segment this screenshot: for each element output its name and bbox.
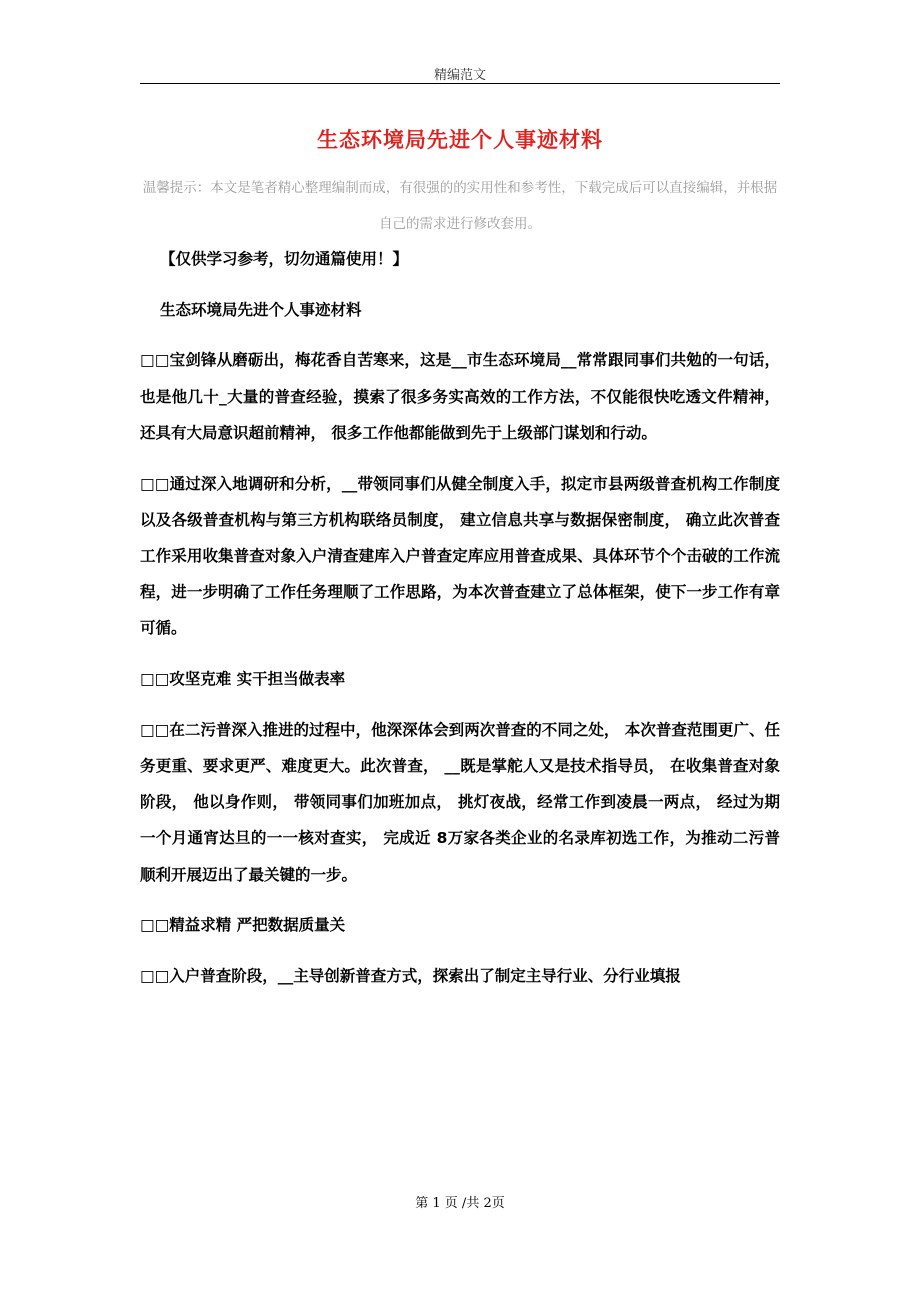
document-body (140, 241, 780, 1009)
document-title: 生态环境局先进个人事迹材料 (317, 128, 603, 152)
body-paragraph: □□宝剑锋从磨砺出，梅花香自苦寒来，这是__市生态环境局__常常跟同事们共勉的一句话，也是他几十_大量的普查经验，摸索了很多务实高效的工作方法，不仅能很快吃透文件精神， 还具有大局意识超前精神， 很多工作他都能做到先于上级部门谋划和行动。 (140, 351, 780, 442)
section-heading: □□精益求精 严把数据质量关 (140, 916, 346, 935)
body-paragraph: □□通过深入地调研和分析，__带领同事们从健全制度入手，拟定市县两级普查机构工作制度以及各级普查机构与第三方机构联络员制度， 建立信息共享与数据保密制度， 确立此次普查工作采用收集普查对象入户清查建库入户普查定库应用普查成果、具体环节个个击破的工作流程，进一步明确了工作任务理顺了工作思路，为本次普查建立了总体框架，使下一步工作有章可循。 (140, 474, 780, 638)
body-paragraph: □□入户普查阶段，__主导创新普查方式，探索出了制定主导行业、分行业填报 (140, 966, 681, 985)
subtitle-paragraph: 生态环境局先进个人事迹材料 (160, 300, 362, 319)
section-heading: □□攻坚克难 实干担当做表率 (140, 670, 346, 689)
header-divider (140, 83, 780, 84)
tip-notice: 温馨提示：本文是笔者精心整理编制而成，有很强的的实用性和参考性，下载完成后可以直接编辑，并根据自己的需求进行修改套用。 (142, 180, 778, 232)
disclaimer-paragraph: 【仅供学习参考，切勿通篇使用！】 (160, 250, 409, 268)
page-footer: 第 1 页 /共 2页 (415, 1196, 505, 1211)
page-header: 精编范文 (433, 68, 486, 83)
body-paragraph: □□在二污普深入推进的过程中，他深深体会到两次普查的不同之处， 本次普查范围更广、任务更重、要求更严、难度更大。此次普查， __既是掌舵人又是技术指导员， 在收集普查对象阶段， 他以身作则， 带领同事们加班加点， 挑灯夜战，经常工作到凌晨一两点， 经过为期一个月通宵达旦的一一核对查实， 完成近 8万家各类企业的名录库初选工作，为推动二污普顺利开展迈出了最关键的一步。 (140, 720, 780, 884)
